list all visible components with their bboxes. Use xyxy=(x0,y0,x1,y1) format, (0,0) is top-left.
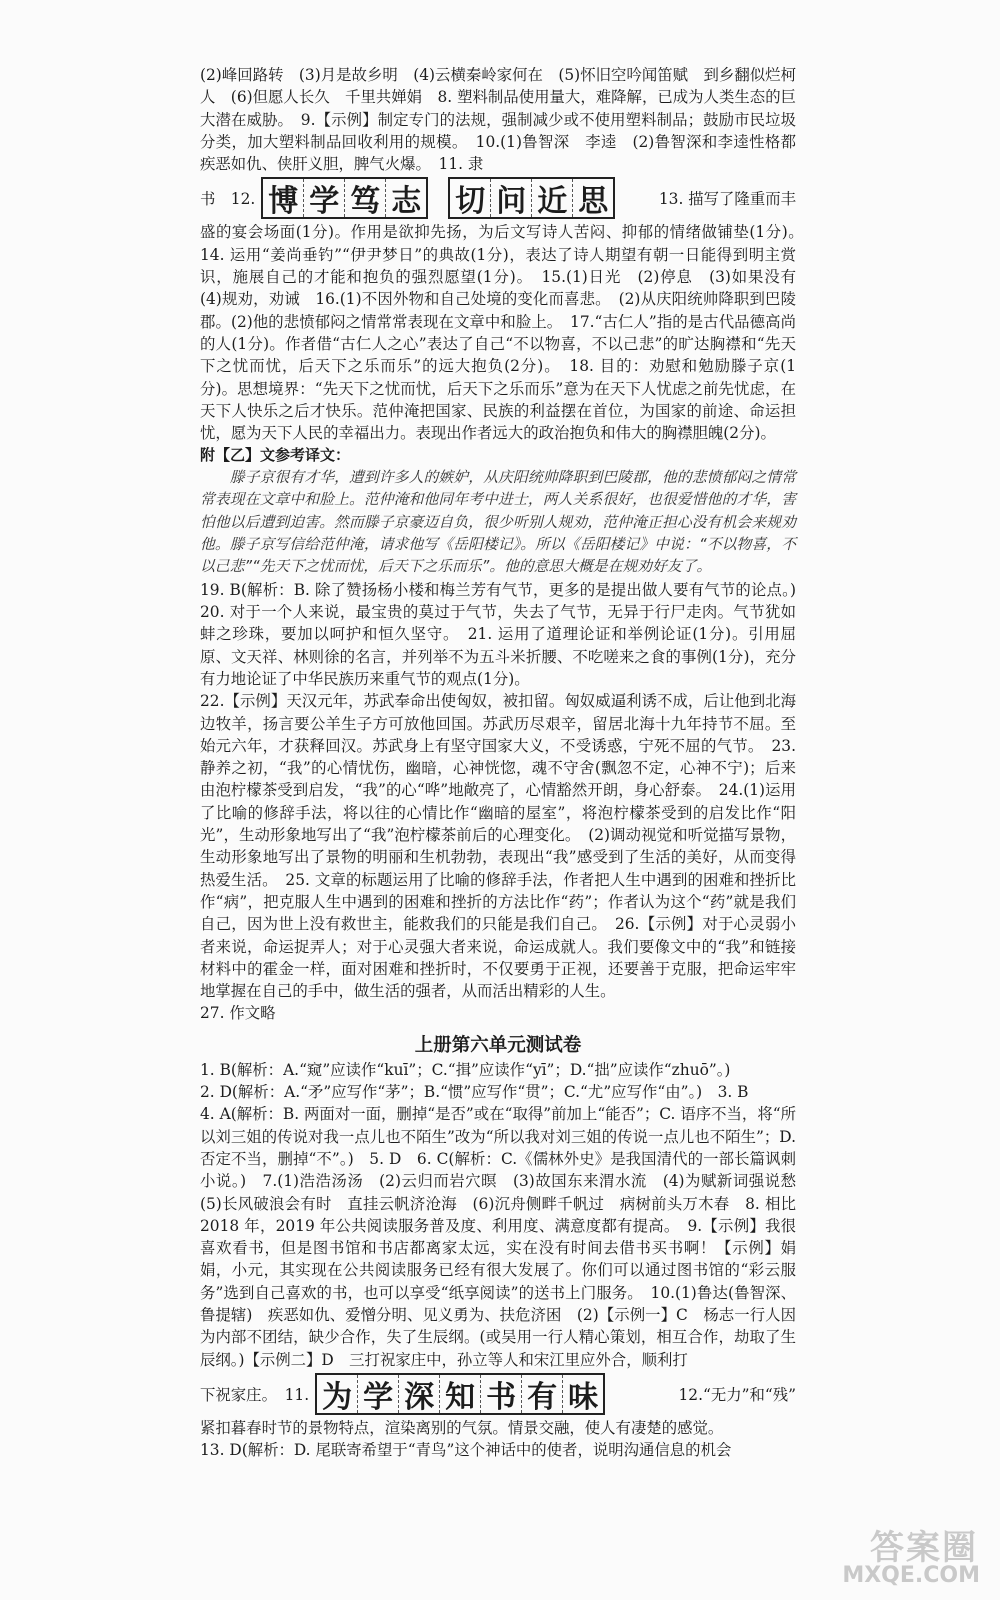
answers-unit5-part2: 盛的宴会场面(1分)。作用是欲抑先扬，为后文写诗人苦闷、抑郁的情绪做铺垫(1分)。 14. 运用“姜尚垂钓”“伊尹梦日”的典故(1分)，表达了诗人期望有朝一日能得到明主赏识，施展自己的才能和抱负的强烈愿望(1分)。 15.(1)日光 (2)停息 (3)如果没有 (4)规劝，劝诫 16.(1)不因外物和自己处境的变化而喜悲。 (2)从庆阳统帅降职到巴陵郡。(2)他的悲愤郁闷之情常常表现在文章中和脸上。 17.“古仁人”指的是古代品德高尚的人(1分)。作者借“古仁人之心”表达了自己“不以物喜，不以己悲”的旷达胸襟和“先天下之忧而忧，后天下之乐而乐”的远大抱负(2分)。 18. 目的：劝慰和勉励滕子京(1分)。思想境界：“先天下之忧而忧，后天下之乐而乐”意为在天下人忧虑之前先忧虑，在天下人快乐之后才快乐。范仲淹把国家、民族的利益摆在首位，为国家的前途、命运担忧，愿为天下人民的幸福出力。表现出作者远大的政治抱负和伟大的胸襟胆魄(2分)。 xyxy=(200,223,812,443)
answers-2-3: 2. D(解析：A.“矛”应写作“茅”；B.“惯”应写作“贯”；C.“尤”应写作“由”。) 3. B xyxy=(200,1083,749,1102)
answers-19-21: 19. B(解析：B. 除了赞扬杨小楼和梅兰芳有气节，更多的是提出做人要有气节的论点。) 20. 对于一个人来说，最宝贵的莫过于气节，失去了气节，无异于行尸走肉。气节犹如蚌之珍珠，要加以呵护和恒久坚守。 21. 运用了道理论证和举例论证(1分)。引用屈原、文天祥、林则徐的名言，并列举不为五斗米折腰、不吃嗟来之食的事例(1分)，充分有力地论证了中华民族历来重气节的观点(1分)。 xyxy=(200,580,812,688)
calligraphy-box-c xyxy=(315,1373,605,1415)
answer-column xyxy=(200,64,812,1461)
calligraphy-char: 学 xyxy=(304,179,345,217)
calligraphy-char: 有 xyxy=(522,1375,563,1413)
calligraphy-char: 志 xyxy=(391,184,422,220)
calligraphy-box-a xyxy=(261,177,428,219)
calligraphy-char: 笃 xyxy=(345,179,386,217)
calligraphy-char: 思 xyxy=(578,184,609,220)
calligraphy-row-2-suffix: 12.“无力”和“残” xyxy=(678,1385,796,1404)
answer-1: 1. B(解析：A.“窥”应读作“kuī”；C.“揖”应读作“yī”；D.“拙”应读作“zhuō”。) xyxy=(200,1060,731,1079)
calligraphy-char: 深 xyxy=(399,1375,440,1413)
answers-22-26: 22.【示例】天汉元年，苏武奉命出使匈奴，被扣留。匈奴威逼利诱不成，后让他到北海边牧羊，扬言要公羊生子方可放他回国。苏武历尽艰辛，留居北海十九年持节不屈。至始元六年，才获释回汉。苏武身上有坚守国家大义，不受诱惑，宁死不屈的气节。 23. 静养之初，“我”的心情忧伤，幽暗，心神恍惚，魂不守舍(飘忽不定，心神不宁)；后来由泡柠檬茶受到启发，“我”的心“哗”地敞亮了，心情豁然开朗，身心舒泰。 24.(1)运用了比喻的修辞手法，将以往的心情比作“幽暗的屋室”，将泡柠檬茶受到的启发比作“阳光”，生动形象地写出了“我”泡柠檬茶前后的心理变化。 (2)调动视觉和听觉描写景物，生动形象地写出了景物的明丽和生机勃勃，表现出“我”感受到了生活的美好，从而变得热爱生活。 25. 文章的标题运用了比喻的修辞手法，作者把人生中遇到的困难和挫折比作“病”，把克服人生中遇到的困难和挫折的方法比作“药”；作者认为这个“药”就是我们自己，因为世上没有救世主，能救我们的只能是我们自己。 26.【示例】对于心灵弱小者来说，命运捉弄人；对于心灵强大者来说，命运成就人。我们要像文中的“我”和链接材料中的霍金一样，面对困难和挫折时，不仅要勇于正视，还要善于克服，把命运牢牢地掌握在自己的手中，做生活的强者，从而活出精彩的人生。 xyxy=(200,692,796,1001)
calligraphy-char: 学 xyxy=(358,1375,399,1413)
calligraphy-box-b xyxy=(448,177,615,219)
calligraphy-row-1-suffix: 13. 描写了隆重而丰 xyxy=(658,190,796,209)
calligraphy-row-1-prefix: 书 12. xyxy=(200,190,256,209)
section-title: 上册第六单元测试卷 xyxy=(414,1034,582,1056)
translation-label: 附【乙】文参考译文： xyxy=(200,446,351,465)
calligraphy-char: 近 xyxy=(532,179,573,217)
calligraphy-char: 味 xyxy=(568,1379,599,1415)
answers-4-10: 4. A(解析：B. 两面对一面，删掉“是否”或在“取得”前加上“能否”；C. 语序不当，将“所以刘三姐的传说对我一点儿也不陌生”改为“所以我对刘三姐的传说一点儿也不陌生”；D. 否定不当，删掉“不”。) 5. D 6. C(解析：C.《儒林外史》是我国清代的一部长篇讽刺小说。) 7.(1)浩浩汤汤 (2)云归而岩穴暝 (3)故国东来渭水流 (4)为赋新词强说愁 (5)长风破浪会有时 直挂云帆济沧海 (6)沉舟侧畔千帆过 病树前头万木春 8. 相比 2018 年，2019 年公共阅读服务普及度、利用度、满意度都有提高。 9.【示例】我很喜欢看书，但是图书馆和书店都离家太远，实在没有时间去借书买书啊！【示例】娟娟，小元，其实现在公共阅读服务已经有很大发展了。你们可以通过图书馆的“彩云服务”选到自己喜欢的书，也可以享受“纸享阅读”的送书上门服务。 10.(1)鲁达(鲁智深、鲁提辖) 疾恶如仇、爱憎分明、见义勇为、扶危济困 (2)【示例一】C 杨志一行人因为内部不团结，缺少合作，失了生辰纲。(或吴用一行人精心策划，相互合作，劫取了生辰纲。)【示例二】D 三打祝家庄中，孙立等人和宋江里应外合，顺利打 xyxy=(200,1105,812,1369)
site-watermark xyxy=(826,1520,986,1590)
answer-27: 27. 作文略 xyxy=(200,1004,276,1023)
calligraphy-char: 为 xyxy=(317,1375,358,1413)
watermark-url: MXQE.COM xyxy=(842,1563,980,1588)
answers-unit5-part1: (2)峰回路转 (3)月是故乡明 (4)云横秦岭家何在 (5)怀旧空吟闻笛赋 到乡翻似烂柯人 (6)但愿人长久 千里共婵娟 8. 塑料制品使用量大，难降解，已成为人类生态的巨大潜在威胁。 9.【示例】制定专门的法规，强制减少或不使用塑料制品；鼓励市民垃圾分类，加大塑料制品回收利用的规模。 10.(1)鲁智深 李逵 (2)鲁智深和李逵性格都疾恶如仇、侠肝义胆，脾气火爆。 11. 隶 xyxy=(200,66,796,174)
calligraphy-char: 书 xyxy=(481,1375,522,1413)
answer-12-cont: 紧扣暮春时节的景物特点，渲染离别的气氛。情景交融，使人有凄楚的感觉。 xyxy=(200,1418,724,1437)
calligraphy-char: 博 xyxy=(263,179,304,217)
calligraphy-row-1 xyxy=(200,176,796,220)
translation-text: 滕子京很有才华，遭到许多人的嫉妒，从庆阳统帅降职到巴陵郡，他的悲愤郁闷之情常常表现在文章中和脸上。范仲淹和他同年考中进士，两人关系很好，也很爱惜他的才华，害怕他以后遭到迫害。然而滕子京豪迈自负，很少听别人规劝，范仲淹正担心没有机会来规劝他。滕子京写信给范仲淹，请求他写《岳阳楼记》。所以《岳阳楼记》中说：“不以物喜，不以己悲”“先天下之忧而忧，后天下之乐而乐”。他的意思大概是在规劝好友了。 xyxy=(200,468,796,576)
calligraphy-row-2-prefix: 下祝家庄。 11. xyxy=(200,1385,310,1404)
answer-13: 13. D(解析：D. 尾联寄希望于“青鸟”这个神话中的使者，说明沟通信息的机会 xyxy=(200,1441,732,1460)
calligraphy-char: 问 xyxy=(491,179,532,217)
calligraphy-char: 知 xyxy=(440,1375,481,1413)
calligraphy-char: 切 xyxy=(450,179,491,217)
watermark-logo: 答案圈 xyxy=(870,1528,978,1568)
calligraphy-row-2 xyxy=(200,1372,796,1416)
